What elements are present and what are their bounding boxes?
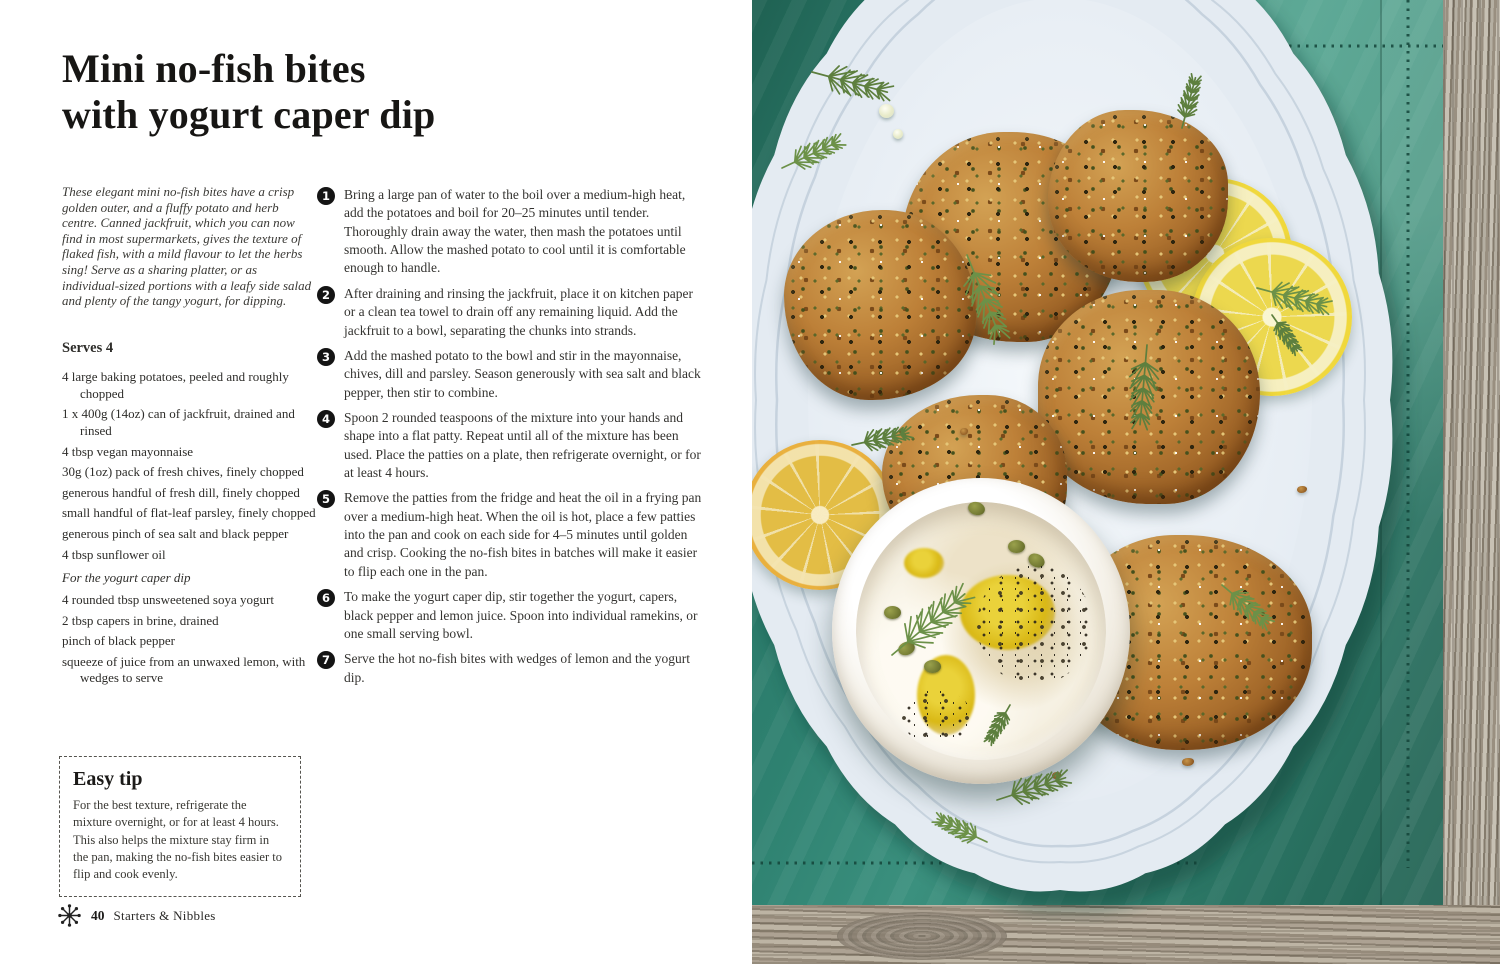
tip-heading: Easy tip [73,768,143,790]
step-number-badge: 3 [317,348,335,366]
ingredient-item: 2 tbsp capers in brine, drained [62,612,219,628]
method-step [321,489,702,581]
serves-label: Serves 4 [62,340,114,356]
no-fish-bite-patty [1038,290,1260,504]
ingredient-item: 4 large baking potatoes, peeled and roughly chopped [62,369,289,401]
page-number: 40 [91,907,105,923]
method-step [321,409,702,482]
step-number-badge: 4 [317,410,335,428]
method-step [321,347,702,402]
oil-droplet [893,129,903,139]
easy-tip-box [59,756,301,897]
ingredient-item: small handful of flat-leaf parsley, finely chopped [62,505,316,521]
ingredient-item: 1 x 400g (14oz) can of jackfruit, drained and rinsed [62,406,295,438]
recipe-title-line1: Mini no-fish bites [62,46,366,91]
step-number-badge: 7 [317,651,335,669]
ingredient-item: 4 rounded tbsp unsweetened soya yogurt [62,591,274,607]
step-text: Bring a large pan of water to the boil over a medium-high heat, add the potatoes and boil for 20–25 minutes until tender. Thoroughly drain away the water, then mash the potatoes until smooth. Allow the mashed potato to cool until it is comfortable enough to handle. [344,187,686,276]
step-number-badge: 2 [317,286,335,304]
method-step [321,285,702,340]
ingredient-item: pinch of black pepper [62,633,175,649]
ingredient-item: 30g (1oz) pack of fresh chives, finely chopped [62,464,304,480]
ingredient-item: squeeze of juice from an unwaxed lemon, with wedges to serve [62,653,306,686]
wood-knot [837,912,1007,960]
step-text: Add the mashed potato to the bowl and stir in the mayonnaise, chives, dill and parsley. Season generously with sea salt and black pepper, then stir to combine. [344,347,701,400]
black-pepper-specks [977,565,1092,685]
recipe-photo [752,0,1500,964]
ingredient-item: generous pinch of sea salt and black pepper [62,526,289,541]
caper [884,606,901,619]
method-step [321,186,702,278]
ingredient-item: 4 tbsp sunflower oil [62,546,166,562]
recipe-intro: These elegant mini no-fish bites have a crisp golden outer, and a fluffy potato and herb centre. Canned jackfruit, which you can now find in most supermarkets, gives the texture of flaked fish, with a mild flavour to let the herbs sing! Serve as a sharing platter, or as individual-sized portions with a leafy side salad and plenty of the tangy yogurt, for dipping. [62,184,312,309]
method-step [321,588,702,643]
olive-oil-drizzle [904,548,944,578]
recipe-title [62,46,435,137]
step-text: After draining and rinsing the jackfruit, place it on kitchen paper or a clean tea towel to drain off any remaining liquid. Add the jackfruit to a bowl, separating the chunks into strands. [344,285,694,338]
napkin-hem [1380,0,1445,905]
step-text: To make the yogurt caper dip, stir together the yogurt, capers, black pepper and lemon juice. Spoon into individual ramekins, or one small serving bowl. [344,589,698,641]
wood-table [1443,0,1500,964]
ingredients-column [62,340,318,691]
step-text: Remove the patties from the fridge and heat the oil in a frying pan over a medium-high heat. When the oil is hot, place a few patties into the pan and cook on each side for 4–5 minutes until golden and crisp. Cooking the no-fish bites in batches will make it easier to flip each one in the pan. [344,490,702,579]
step-text: Serve the hot no-fish bites with wedges of lemon and the yogurt dip. [344,651,691,685]
oil-droplet [879,104,894,118]
step-number-badge: 5 [317,490,335,508]
ingredients-list [62,369,318,687]
step-number-badge: 1 [317,187,335,205]
section-name: Starters & Nibbles [113,907,216,923]
no-fish-bite-patty [784,210,976,400]
method-step [321,650,702,687]
snowflake-icon [57,903,82,928]
ingredient-item: 4 tbsp vegan mayonnaise [62,443,194,459]
step-text: Spoon 2 rounded teaspoons of the mixture into your hands and shape into a flat patty. Repeat until all of the mixture has been used. Place the patties on a plate, then refrigerate overnight, or for at least 4 hours. [344,409,701,481]
black-pepper-specks [902,690,972,745]
dip-ingredients-heading: For the yogurt caper dip [62,570,191,586]
method-steps [321,186,702,694]
step-number-badge: 6 [317,589,335,607]
caper [924,660,941,673]
ingredient-item: generous handful of fresh dill, finely chopped [62,484,300,500]
tip-text: For the best texture, refrigerate the mixture overnight, or for at least 4 hours. This also helps the mixture stay firm in the pan, making the no-fish bites easier to flip and cook evenly. [73,798,282,881]
page-footer [57,903,216,928]
no-fish-bite-patty [1048,110,1228,282]
recipe-title-line2: with yogurt caper dip [62,91,436,137]
caper [1008,540,1025,553]
